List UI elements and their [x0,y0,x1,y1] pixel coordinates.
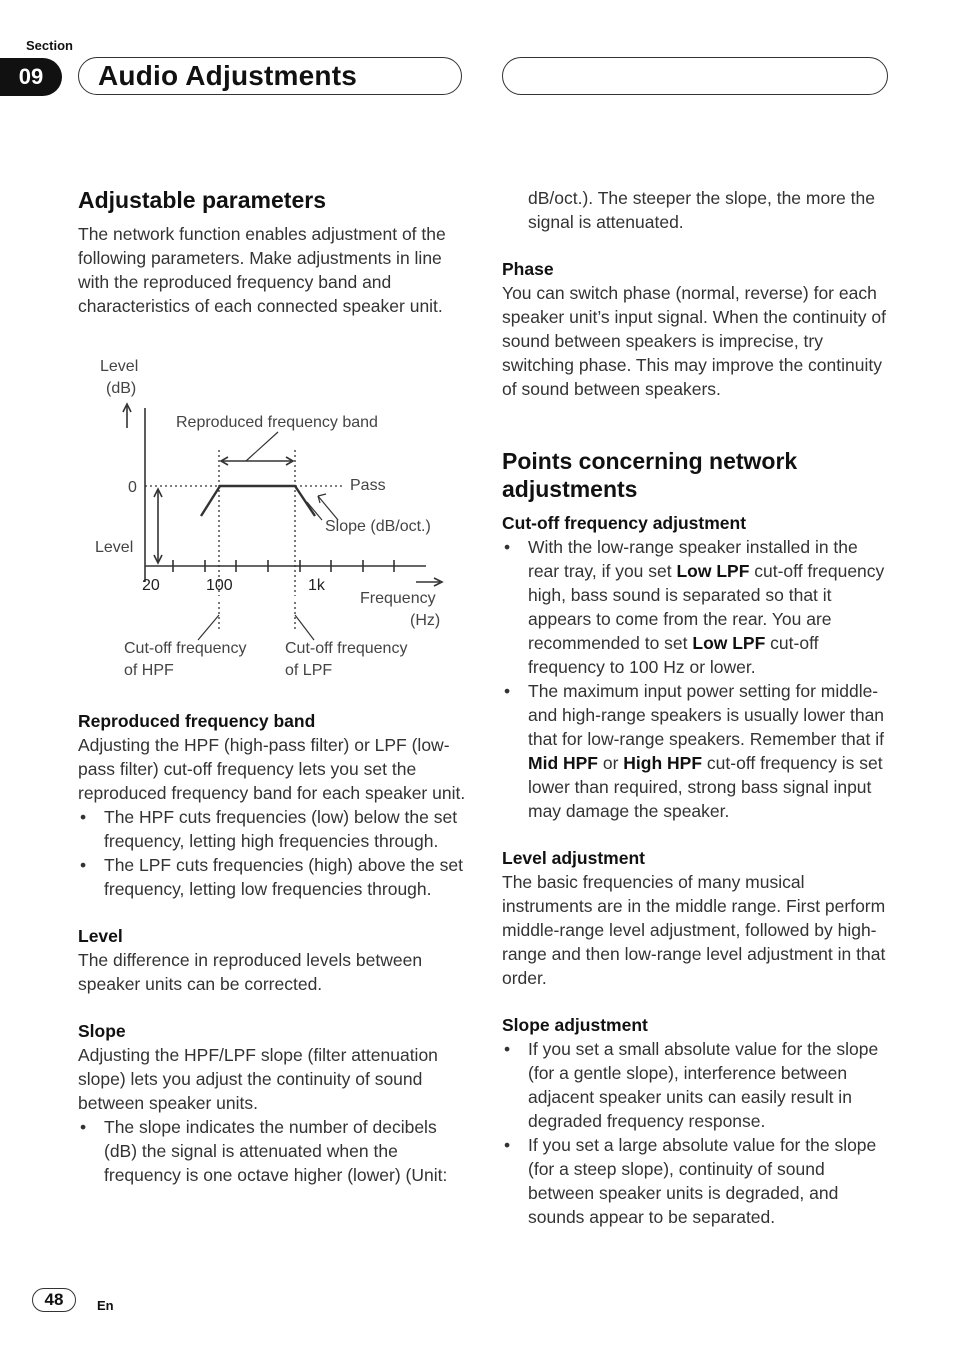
level-heading: Level [78,926,123,946]
pass-label: Pass [350,477,386,494]
section-label: Section [26,38,73,53]
slope-bullets [78,1115,468,1187]
text-run: cut-off frequency to 100 Hz or lower. [528,633,819,677]
rfb-heading: Reproduced frequency band [78,711,316,731]
slope-paragraph: Adjusting the HPF/LPF slope (filter attenuation slope) lets you adjust the continuity of sound between speaker units. [78,1045,438,1113]
level-adjustment-paragraph: The basic frequencies of many musical instruments are in the middle range. First perform middle-range level adjustment, followed by high-range and then low-range level adjustment in that order. [502,872,886,988]
text-run: or [598,753,624,773]
text-run: cut-off frequency high, bass sound is separated so that it appears to come from the rear. You are recommended to set [528,561,885,653]
hpf-label-line2: of HPF [124,662,174,679]
tick-100: 100 [206,577,233,594]
right-column [502,186,892,1229]
text-run: The maximum input power setting for middle- and high-range speakers is usually lower than that for low-range speakers. Remember that if [528,681,885,749]
left-column-top [78,186,468,318]
page-number: 48 [32,1288,76,1312]
slope-adjustment-bullets [502,1037,892,1229]
frequency-label: Frequency [360,590,436,607]
list-item [502,535,892,679]
level-adjustment-heading: Level adjustment [502,848,645,868]
rfb-paragraph: Adjusting the HPF (high-pass filter) or LPF (low-pass filter) cut-off frequency lets you set the reproduced frequency band for each speaker unit. [78,735,466,803]
section-number-badge: 09 [0,58,62,96]
text-run: cut-off frequency is set lower than required, strong bass signal input may damage the speaker. [528,753,883,821]
adjustable-parameters-heading: Adjustable parameters [78,187,326,213]
cutoff-heading: Cut-off frequency adjustment [502,513,747,533]
level-label: Level [95,539,134,556]
high-hpf-setting: High HPF [623,753,703,773]
frequency-unit: (Hz) [410,612,441,629]
slope-continued: dB/oct.). The steeper the slope, the more the signal is attenuated. [528,188,875,232]
lpf-label-line1: Cut-off frequency [285,640,408,657]
hpf-label-line1: Cut-off frequency [124,640,247,657]
rfb-bullets [78,805,468,901]
list-item: • The LPF cuts frequencies (high) above the set frequency, letting low frequencies through. [78,853,468,901]
list-item: • If you set a large absolute value for the slope (for a steep slope), continuity of sound between speaker units is degraded, and sounds appear to be separated. [502,1133,892,1229]
header-right-frame [502,57,888,95]
list-item [502,679,892,823]
level-axis-unit: (dB) [106,380,137,397]
slope-adjustment-heading: Slope adjustment [502,1015,648,1035]
lpf-label-line2: of LPF [285,662,333,679]
slope-heading: Slope [78,1021,126,1041]
low-lpf-setting: Low LPF [676,561,750,581]
left-column-bottom [78,709,468,1187]
zero-label: 0 [128,479,137,496]
level-paragraph: The difference in reproduced levels between speaker units can be corrected. [78,950,423,994]
list-item: • The slope indicates the number of decibels (dB) the signal is attenuated when the frequency is one octave higher (lower) (Unit: [78,1115,468,1187]
cutoff-bullets [502,535,892,823]
mid-hpf-setting: Mid HPF [528,753,598,773]
phase-heading: Phase [502,259,554,279]
language-label: En [97,1298,114,1313]
page-title: Audio Adjustments [98,60,358,91]
phase-paragraph: You can switch phase (normal, reverse) for each speaker unit’s input signal. When the continuity of sound between speakers is imprecise, try switching phase. This may improve the continuity of sound between speakers. [502,283,886,399]
tick-1k: 1k [308,577,325,594]
tick-20: 20 [142,577,160,594]
level-axis-label: Level [100,358,139,375]
low-lpf-setting: Low LPF [692,633,766,653]
list-item: • The HPF cuts frequencies (low) below the set frequency, letting high frequencies through. [78,805,468,853]
slope-label: Slope (dB/oct.) [325,518,431,535]
points-heading: Points concerning network adjustments [502,448,798,502]
text-run: With the low-range speaker installed in the rear tray, if you set [528,537,858,581]
frequency-diagram [78,350,468,690]
intro-paragraph: The network function enables adjustment of the following parameters. Make adjustments in line with the reproduced frequency band and characteristics of each connected speaker unit. [78,224,446,316]
list-item: • If you set a small absolute value for the slope (for a gentle slope), interference between adjacent speaker units can easily result in degraded frequency response. [502,1037,892,1133]
response-curve [201,486,315,516]
band-label: Reproduced frequency band [176,414,378,431]
